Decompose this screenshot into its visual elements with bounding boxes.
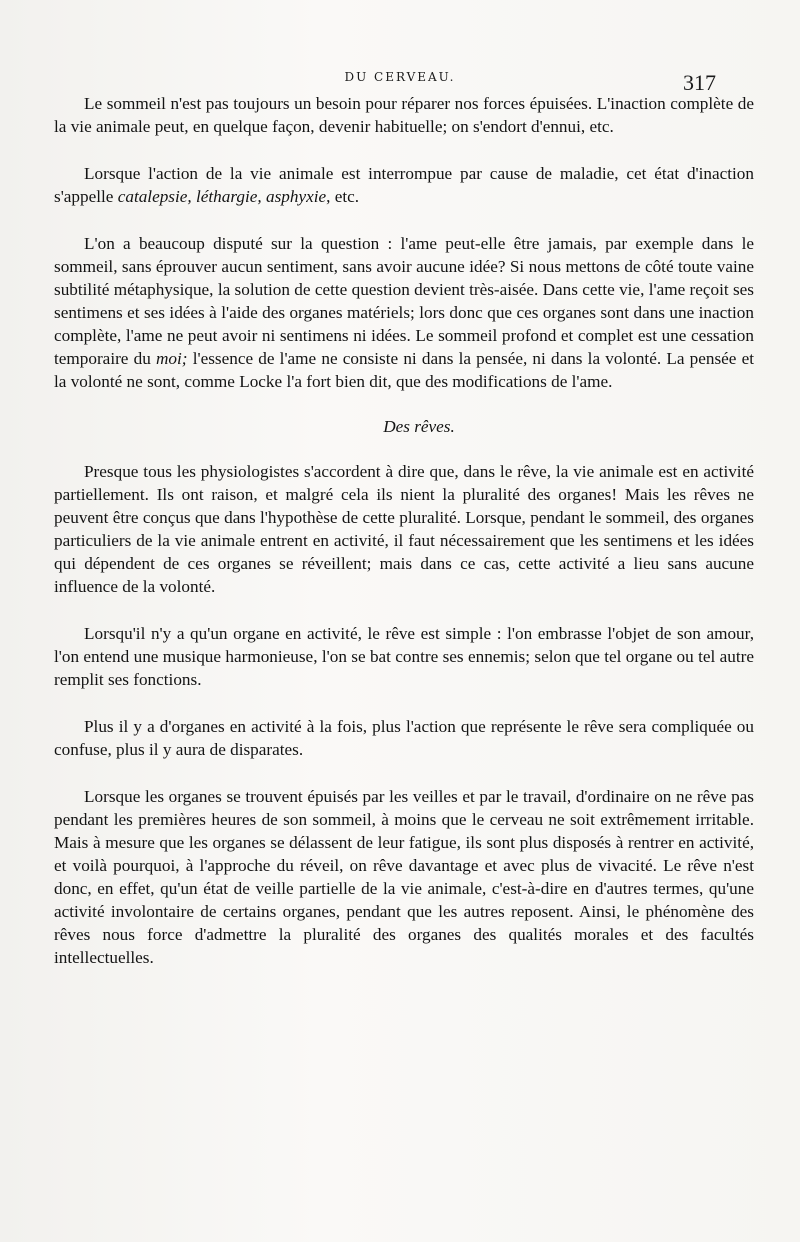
paragraph-single-organ: Lorsqu'il n'y a qu'un organe en activité, le rêve est simple : l'on embrasse l'objet de son amour, l'on entend une musique harmonieuse, l'on se bat contre ses ennemis; selon que tel organe ou tel autre remplit ses fonctions.	[54, 624, 754, 689]
paragraph-catalepsy-start: Lorsque l'action de la vie animale est interrompue par cause de maladie, cet état d'inaction s'appelle	[54, 164, 754, 206]
page-number: 317	[683, 70, 716, 95]
paragraph-soul-moi: moi;	[156, 349, 188, 368]
paragraph-physiologists: Presque tous les physiologistes s'accordent à dire que, dans le rêve, la vie animale est en activité partiellement. Ils ont raison, et malgré cela ils nient la pluralité des organes! Mais les rêves ne peuvent être conçus que dans l'hypothèse de cette pluralité. Lorsque, pendant le sommeil, des organes particuliers de la vie animale entrent en activité, il faut nécessairement que les sentimens et les idées qui dépendent de ces organes se réveillent; mais dans ce cas, cette activité a lieu sans aucune influence de la volonté.	[54, 462, 754, 596]
paragraph-catalepsy	[54, 162, 754, 208]
page-body	[54, 92, 754, 969]
paragraph-sleep-need: Le sommeil n'est pas toujours un besoin pour réparer nos forces épuisées. L'inaction complète de la vie animale peut, en quelque façon, devenir habituelle; on s'endort d'ennui, etc.	[54, 94, 754, 136]
section-title-dreams: Des rêves.	[383, 417, 455, 436]
paragraph-exhausted-organs: Lorsque les organes se trouvent épuisés par les veilles et par le travail, d'ordinaire on ne rêve pas pendant les premières heures de son sommeil, à moins que le cerveau ne soit extrêmement irritable. Mais à mesure que les organes se délassent de leur fatigue, ils sont plus disposés à rentrer en activité, et voilà pourquoi, à l'approche du réveil, on rêve davantage et avec plus de vivacité. Le rêve n'est donc, en effet, qu'un état de veille partielle de la vie animale, c'est-à-dire en d'autres termes, qu'une activité involontaire de certains organes, pendant que les autres reposent. Ainsi, le phénomène des rêves nous force d'admettre la pluralité des organes des qualités morales et des facultés intellectuelles.	[54, 787, 754, 967]
paragraph-multiple-organs: Plus il y a d'organes en activité à la fois, plus l'action que représente le rêve sera compliquée ou confuse, plus il y aura de disparates.	[54, 717, 754, 759]
paragraph-catalepsy-terms: catalepsie, léthargie, asphyxie	[117, 187, 327, 206]
paragraph-soul-start: L'on a beaucoup disputé sur la question : l'ame peut-elle être jamais, par exemple dans le sommeil, sans éprouver aucun sentiment, sans avoir aucune idée? Si nous mettons de côté toute vaine subtilité métaphysique, la solution de cette question devient très-aisée. Dans cette vie, l'ame reçoit ses sentimens et ses idées à l'aide des organes matériels; lors donc que ces organes sont dans une inaction complète, l'ame ne peut avoir ni sentimens ni idées. Le sommeil profond et complet est une cessation temporaire du	[54, 234, 754, 368]
paragraph-soul-end: l'essence de l'ame ne consiste ni dans la pensée, ni dans la volonté. La pensée et la volonté ne sont, comme Locke l'a fort bien dit, que des modifications de l'ame.	[54, 349, 754, 391]
paragraph-catalepsy-end: , etc.	[326, 187, 360, 206]
running-title: DU CERVEAU.	[344, 70, 456, 84]
paragraph-soul-question	[54, 232, 754, 393]
